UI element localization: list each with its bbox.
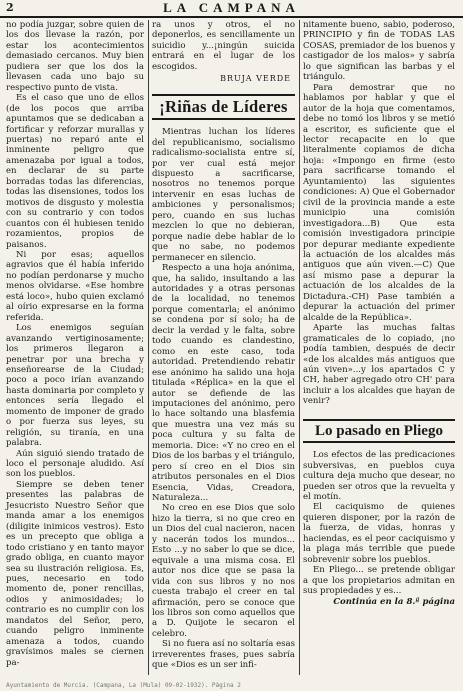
paragraph: Aún siguió siendo tratado de loco el personaje aludido. Así son los pueblos. bbox=[6, 448, 144, 480]
paragraph: No creo en ese Dios que solo hizo la tierra, si no que creo en un Dios del cual nacieron, nacen y nacerán todos los mundos... Esto ...y no saber lo que se dice, equivale a una misma cosa. El autor nos dice que se pasa la vida con sus libros y no nos cuesta trabajo el creer en tal afirmación, pero se conoce que los libros son como aquellos que a D. Quijote le secaron el celebro. bbox=[152, 503, 295, 639]
continued-note: Continúa en la 8.ª página bbox=[333, 596, 455, 607]
paragraph: ra unos y otros, el no deponerlos, es sencillamente un suicidio y...¡ningún suicida entrará en el lugar de los escogidos. bbox=[152, 20, 295, 72]
paragraph: Es el caso que uno de ellos (de los pocos que arriba apuntamos que se dedicaban a fortificar y reforzar murallas y puertas) no reparó ante el inminente peligro que amenazaba por igual a todos, en declarar de su parte borradas todas las diferencias, todas las disensiones, todos los motivos de disgusto y molestia con su contrario y con todos cuantos con él hubiesen tenido rozamientos, propios de paisanos. bbox=[6, 93, 144, 250]
masthead bbox=[0, 0, 463, 18]
page-number: 2 bbox=[6, 1, 14, 14]
paragraph: El caciquismo de quienes quieren disponer, por la razón de la fuerza, de vidas, honras y haciendas, es el peor caciquismo y la plaga más terrible que puede sobrevenir sobre los pueblos. bbox=[303, 502, 455, 565]
newspaper-title: LA CAMPANA bbox=[163, 0, 300, 15]
paragraph: Si no fuera así no soltaría esas irreverentes frases, pues sabría que «Dios es un ser infi- bbox=[152, 639, 295, 671]
article-heading-box bbox=[152, 94, 295, 120]
article-heading-box bbox=[303, 419, 455, 443]
paragraph: Respecto a una hoja anónima, que, ha salido, insultando a las autoridades y a otras personas de la localidad, no tenemos porque comentarla; el anónimo se condena por sí solo; ha de decir la verdad y le falta, sobre todo cuando es clandestino, como en este caso, toda autoridad. Pretendiendo rebatir ese anónimo ha salido una hoja titulada «Réplica» en la que el autor se defiende de las imputaciones del anónimo, pero lo hace soltando una blasfemia que muestra una vez más su poca cultura y su falta de memoria. Dice: «Y no creo en el Dios de los barbas y el triángulo, pero sí creo en el Dios sin atributos personales en el Dios Esencia, Vidas, Creadora, Naturaleza... bbox=[152, 263, 295, 504]
paragraph: no podía juzgar, sobre quien de los dos llevase la razón, por estar los acontecimientos demasiado cercanos. Muy bien pudiera ser que los dos la llevasen cada uno bajo su respectivo punto de vista. bbox=[6, 20, 144, 93]
paragraph: Para demostrar que no hablamos por hablar y que el autor de la hoja que comentamos, debe no tomó los libros y se metió a escritor, es suficiente que el lector recapacite en lo que literalmente copiamos de dicha hoja: «Impongo en firme (esto para sacrificarse tomando el Ayuntamiento) las siguientes condiciones: A) Que el Gobernador civil de la provincia mande a este municipio una comisión investigadora...B) Que esta comisión investigadora principie por depurar mediante expediente la actuación de los alcaldes más antiguos que aún viven.—C) Que así mismo pase a depurar la actuación de los alcaldes de la Dictadura.-CH) Pase también a depurar la actuación del primer alcalde de la República». bbox=[303, 82, 455, 323]
author-signature: BRUJA VERDE bbox=[220, 74, 291, 84]
paragraph: nitamente bueno, sabio, poderoso, PRINCIPIO y fin de TODAS LAS COSAS, premiador de los buenos y castigador de los malos» y sabría lo que significan las barbas y el triángulo. bbox=[303, 20, 455, 83]
paragraph: Los efectos de las predicaciones subversivas, en pueblos cuya cultura deja mucho que desear, no pueden ser otros que la revuelta y el motín. bbox=[303, 450, 455, 503]
column-rule-2 bbox=[299, 20, 300, 675]
article-heading: ¡Riñas de Líderes bbox=[159, 96, 288, 116]
paragraph: Ni por esas; aquellos agravios que él había inferido no podían perdonarse y mucho menos olvidarse. «Ese hombre está loco», hubo quien exclamó al oírio expresarse en la forma referida. bbox=[6, 249, 144, 323]
column-3 bbox=[303, 20, 455, 677]
paragraph: Aparte las muchas faltas gramaticales de lo copiado, ¡no podía tambien, después de decir «de los alcaldes más antiguos que aún viven»...y los apartados C y CH, haber agregado otro CH' para incluir a los alcaldes que hayan de venir? bbox=[303, 323, 455, 407]
column-1 bbox=[6, 20, 144, 677]
paragraph: Mientras luchan los líderes del republicanismo, socialismo radicalismo-socialista entre sí, por ver cual está mejor dispuesto a sacrificarse, nosotros no tenemos porque intervenir en esas luchas de ambiciones y personalismos; pero, cuando en sus luchas mezclen lo que no debieran, porque nadie debe hablar de lo que no sabe, no podemos permanecer en silencio. bbox=[152, 127, 295, 263]
paragraph: Los enemigos seguían avanzando vertiginosamente; los primeros llegaron a penetrar por una brecha y enseñorearse de la Ciudad; poco a poco irían avanzando hasta dominaria por completo y entonces sería llegado el momento de imponer de grado o por fuerza sus leyes, su religión, su tiranía, en una palabra. bbox=[6, 323, 144, 449]
paragraph: En Pliego... se pretende obligar a que los propietarios admitan en sus propiedades y es... bbox=[303, 565, 455, 597]
archive-footer: Ayuntamiento de Murcia. (Campana, La (Mula) 09-02-1932). Página 2 bbox=[6, 682, 241, 689]
paragraph: Siempre se deben tener presentes las palabras de Jesucristo Nuestro Señor que manda amar a los enemigos (diligite inimicos vestros). Esto es un precepto que obliga a todo cristiano y en tanto mayor grado obliga, en cuanto mayor sea su ilustración religiosa. Es, pues, necesario en todo momento de, poner rencillas, odios y animosidades; lo contrario es no cumplir con los mandatos del Señor, pero, cuando peligro inminente amenaza a todos, cuando gravísimos males se ciernen pa- bbox=[6, 479, 144, 668]
article-heading: Lo pasado en Pliego bbox=[315, 422, 443, 439]
column-2 bbox=[152, 20, 295, 677]
column-rule-1 bbox=[148, 20, 149, 675]
